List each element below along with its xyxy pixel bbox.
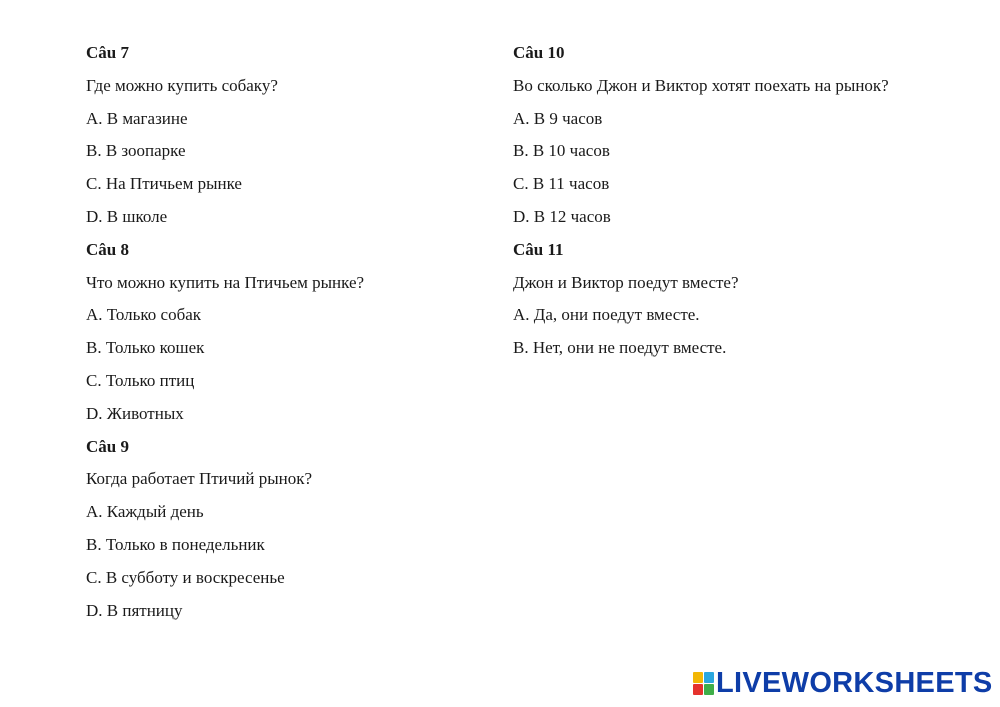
answer-option-d: D. В 12 часов bbox=[513, 206, 611, 226]
question-10 bbox=[513, 42, 973, 228]
logo-tile bbox=[693, 684, 703, 695]
question-title: Câu 10 bbox=[513, 43, 565, 62]
answer-option-d: D. В пятницу bbox=[86, 600, 183, 620]
question-7 bbox=[86, 42, 486, 228]
answer-option-b: B. Только в понедельник bbox=[86, 534, 265, 554]
answer-option-b: B. Только кошек bbox=[86, 338, 205, 358]
answer-option-a: A. В магазине bbox=[86, 108, 188, 128]
answer-option-b: B. В зоопарке bbox=[86, 141, 186, 161]
question-8 bbox=[86, 239, 486, 425]
logo-tile bbox=[704, 684, 714, 695]
answer-option-a: A. Да, они поедут вместе. bbox=[513, 305, 700, 325]
question-title: Câu 8 bbox=[86, 239, 129, 259]
logo-tile bbox=[693, 672, 703, 683]
answer-option-c: C. На Птичьем рынке bbox=[86, 174, 242, 194]
answer-option-c: C. В 11 часов bbox=[513, 174, 610, 194]
answer-option-c: C. В субботу и воскресенье bbox=[86, 567, 285, 587]
question-11 bbox=[513, 239, 973, 359]
answer-option-d: D. Животных bbox=[86, 403, 184, 423]
question-text: Когда работает Птичий рынок? bbox=[86, 469, 313, 489]
right-column bbox=[513, 42, 973, 370]
answer-option-a: A. В 9 часов bbox=[513, 108, 603, 128]
question-text: Что можно купить на Птичьем рынке? bbox=[86, 272, 365, 292]
logo-text: LIVEWORKSHEETS bbox=[716, 667, 993, 699]
left-column bbox=[86, 42, 486, 632]
question-9 bbox=[86, 436, 486, 622]
liveworksheets-logo-icon bbox=[693, 672, 713, 694]
answer-option-b: B. В 10 часов bbox=[513, 141, 610, 161]
question-title: Câu 9 bbox=[86, 436, 129, 456]
question-title: Câu 7 bbox=[86, 43, 129, 62]
answer-option-b: B. Нет, они не поедут вместе. bbox=[513, 338, 727, 358]
answer-option-c: C. Только птиц bbox=[86, 370, 195, 390]
question-text: Где можно купить собаку? bbox=[86, 75, 278, 95]
question-text: Во сколько Джон и Виктор хотят поехать на рынок? bbox=[513, 75, 889, 95]
answer-option-d: D. В школе bbox=[86, 206, 168, 226]
answer-option-a: A. Каждый день bbox=[86, 502, 204, 522]
logo-tile bbox=[704, 672, 714, 683]
question-text: Джон и Виктор поедут вместе? bbox=[513, 272, 739, 292]
question-title: Câu 11 bbox=[513, 239, 564, 259]
answer-option-a: A. Только собак bbox=[86, 305, 202, 325]
liveworksheets-logo bbox=[693, 668, 993, 698]
